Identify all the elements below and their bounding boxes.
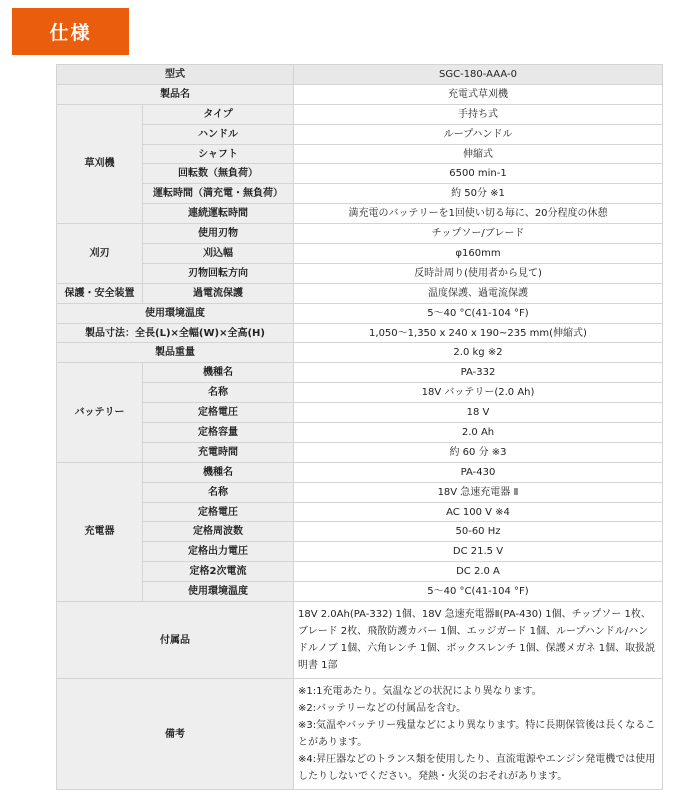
blade-tool-label: 使用刃物 [143, 224, 294, 244]
mower-runtime-label: 運転時間（満充電・無負荷） [143, 184, 294, 204]
spec-row-mower-handle [57, 124, 663, 144]
battery-name-label: 名称 [143, 383, 294, 403]
weight-value: 2.0 kg ※2 [294, 343, 663, 363]
mower-continuous-value: 満充電のバッテリーを1回使い切る毎に、20分程度の休憩 [294, 204, 663, 224]
charger-name-label: 名称 [143, 482, 294, 502]
spec-row-charger-model [57, 462, 663, 482]
blade-width-label: 刈込幅 [143, 244, 294, 264]
blade-group-label: 刈刃 [57, 224, 143, 284]
charger-frequency-label: 定格周波数 [143, 522, 294, 542]
charger-environment-value: 5～40 °C(41-104 °F) [294, 582, 663, 602]
battery-model-label: 機種名 [143, 363, 294, 383]
mower-rpm-value: 6500 min-1 [294, 164, 663, 184]
mower-shaft-label: シャフト [143, 144, 294, 164]
section-title-tab: 仕様 [12, 8, 129, 55]
battery-voltage-value: 18 V [294, 403, 663, 423]
spec-row-charger-output-voltage [57, 542, 663, 562]
charger-group-label: 充電器 [57, 462, 143, 601]
spec-row-protection [57, 283, 663, 303]
spec-table [56, 64, 663, 790]
spec-row-model [57, 65, 663, 85]
charger-voltage-value: AC 100 V ※4 [294, 502, 663, 522]
blade-direction-value: 反時計周り(使用者から見て) [294, 263, 663, 283]
spec-row-accessories [57, 602, 663, 679]
battery-capacity-label: 定格容量 [143, 423, 294, 443]
battery-name-value: 18V バッテリー(2.0 Ah) [294, 383, 663, 403]
note-line: ※1:1充電あたり。気温などの状況により異なります。 [298, 686, 542, 698]
model-value: SGC-180-AAA-0 [294, 65, 663, 85]
battery-charge-time-label: 充電時間 [143, 442, 294, 462]
charger-frequency-value: 50-60 Hz [294, 522, 663, 542]
weight-label: 製品重量 [57, 343, 294, 363]
battery-charge-time-value: 約 60 分 ※3 [294, 442, 663, 462]
blade-width-value: φ160mm [294, 244, 663, 264]
spec-row-blade-direction [57, 263, 663, 283]
protection-group-label: 保護・安全装置 [57, 283, 143, 303]
charger-model-label: 機種名 [143, 462, 294, 482]
note-line: ※3:気温やバッテリー残量などにより異なります。特に長期保管後は長くなることがあります。 [298, 720, 656, 749]
protection-label: 過電流保護 [143, 283, 294, 303]
spec-row-charger-voltage [57, 502, 663, 522]
charger-model-value: PA-430 [294, 462, 663, 482]
spec-row-mower-continuous [57, 204, 663, 224]
spec-row-battery-voltage [57, 403, 663, 423]
accessories-value: 18V 2.0Ah(PA-332) 1個、18V 急速充電器Ⅱ(PA-430) 1個、チップソー 1枚、ブレード 2枚、飛散防護カバー 1個、エッジガード 1個、ループハンドル/ハンドルノブ 1個、六角レンチ 1個、ボックスレンチ 1個、保護メガネ 1個、取扱説明書 1部 [294, 602, 663, 679]
spec-row-charger-secondary-current [57, 562, 663, 582]
notes-label: 備考 [57, 679, 294, 790]
spec-row-blade-tool [57, 224, 663, 244]
charger-secondary-current-value: DC 2.0 A [294, 562, 663, 582]
spec-row-charger-name [57, 482, 663, 502]
spec-row-weight [57, 343, 663, 363]
spec-row-battery-capacity [57, 423, 663, 443]
battery-voltage-label: 定格電圧 [143, 403, 294, 423]
spec-row-mower-runtime [57, 184, 663, 204]
mower-rpm-label: 回転数（無負荷） [143, 164, 294, 184]
dimensions-label: 製品寸法：全長(L)×全幅(W)×全高(H) [57, 323, 294, 343]
battery-group-label: バッテリー [57, 363, 143, 462]
battery-model-value: PA-332 [294, 363, 663, 383]
spec-row-notes [57, 679, 663, 790]
spec-row-charger-frequency [57, 522, 663, 542]
spec-row-charger-environment [57, 582, 663, 602]
product-name-label: 製品名 [57, 84, 294, 104]
environment-label: 使用環境温度 [57, 303, 294, 323]
spec-row-battery-charge-time [57, 442, 663, 462]
spec-row-dimensions [57, 323, 663, 343]
battery-capacity-value: 2.0 Ah [294, 423, 663, 443]
charger-name-value: 18V 急速充電器 Ⅱ [294, 482, 663, 502]
charger-voltage-label: 定格電圧 [143, 502, 294, 522]
dimensions-value: 1,050～1,350 x 240 x 190~235 mm(伸縮式) [294, 323, 663, 343]
spec-row-product-name [57, 84, 663, 104]
spec-row-battery-model [57, 363, 663, 383]
notes-value [294, 679, 663, 790]
mower-runtime-value: 約 50分 ※1 [294, 184, 663, 204]
blade-tool-value: チップソー/ブレード [294, 224, 663, 244]
charger-environment-label: 使用環境温度 [143, 582, 294, 602]
blade-direction-label: 刃物回転方向 [143, 263, 294, 283]
mower-group-label: 草刈機 [57, 104, 143, 223]
spec-row-blade-width [57, 244, 663, 264]
note-line: ※2:バッテリーなどの付属品を含む。 [298, 703, 467, 715]
spec-row-mower-rpm [57, 164, 663, 184]
accessories-label: 付属品 [57, 602, 294, 679]
spec-row-battery-name [57, 383, 663, 403]
mower-shaft-value: 伸縮式 [294, 144, 663, 164]
protection-value: 温度保護、過電流保護 [294, 283, 663, 303]
note-line: ※4:昇圧器などのトランス類を使用したり、直流電源やエンジン発電機では使用したりしないでください。発熱・火災のおそれがあります。 [298, 754, 656, 783]
mower-handle-label: ハンドル [143, 124, 294, 144]
charger-secondary-current-label: 定格2次電流 [143, 562, 294, 582]
environment-value: 5～40 °C(41-104 °F) [294, 303, 663, 323]
model-label: 型式 [57, 65, 294, 85]
mower-type-label: タイプ [143, 104, 294, 124]
mower-type-value: 手持ち式 [294, 104, 663, 124]
mower-handle-value: ループハンドル [294, 124, 663, 144]
spec-row-environment [57, 303, 663, 323]
charger-output-voltage-label: 定格出力電圧 [143, 542, 294, 562]
mower-continuous-label: 連続運転時間 [143, 204, 294, 224]
charger-output-voltage-value: DC 21.5 V [294, 542, 663, 562]
spec-row-mower-type [57, 104, 663, 124]
product-name-value: 充電式草刈機 [294, 84, 663, 104]
spec-row-mower-shaft [57, 144, 663, 164]
